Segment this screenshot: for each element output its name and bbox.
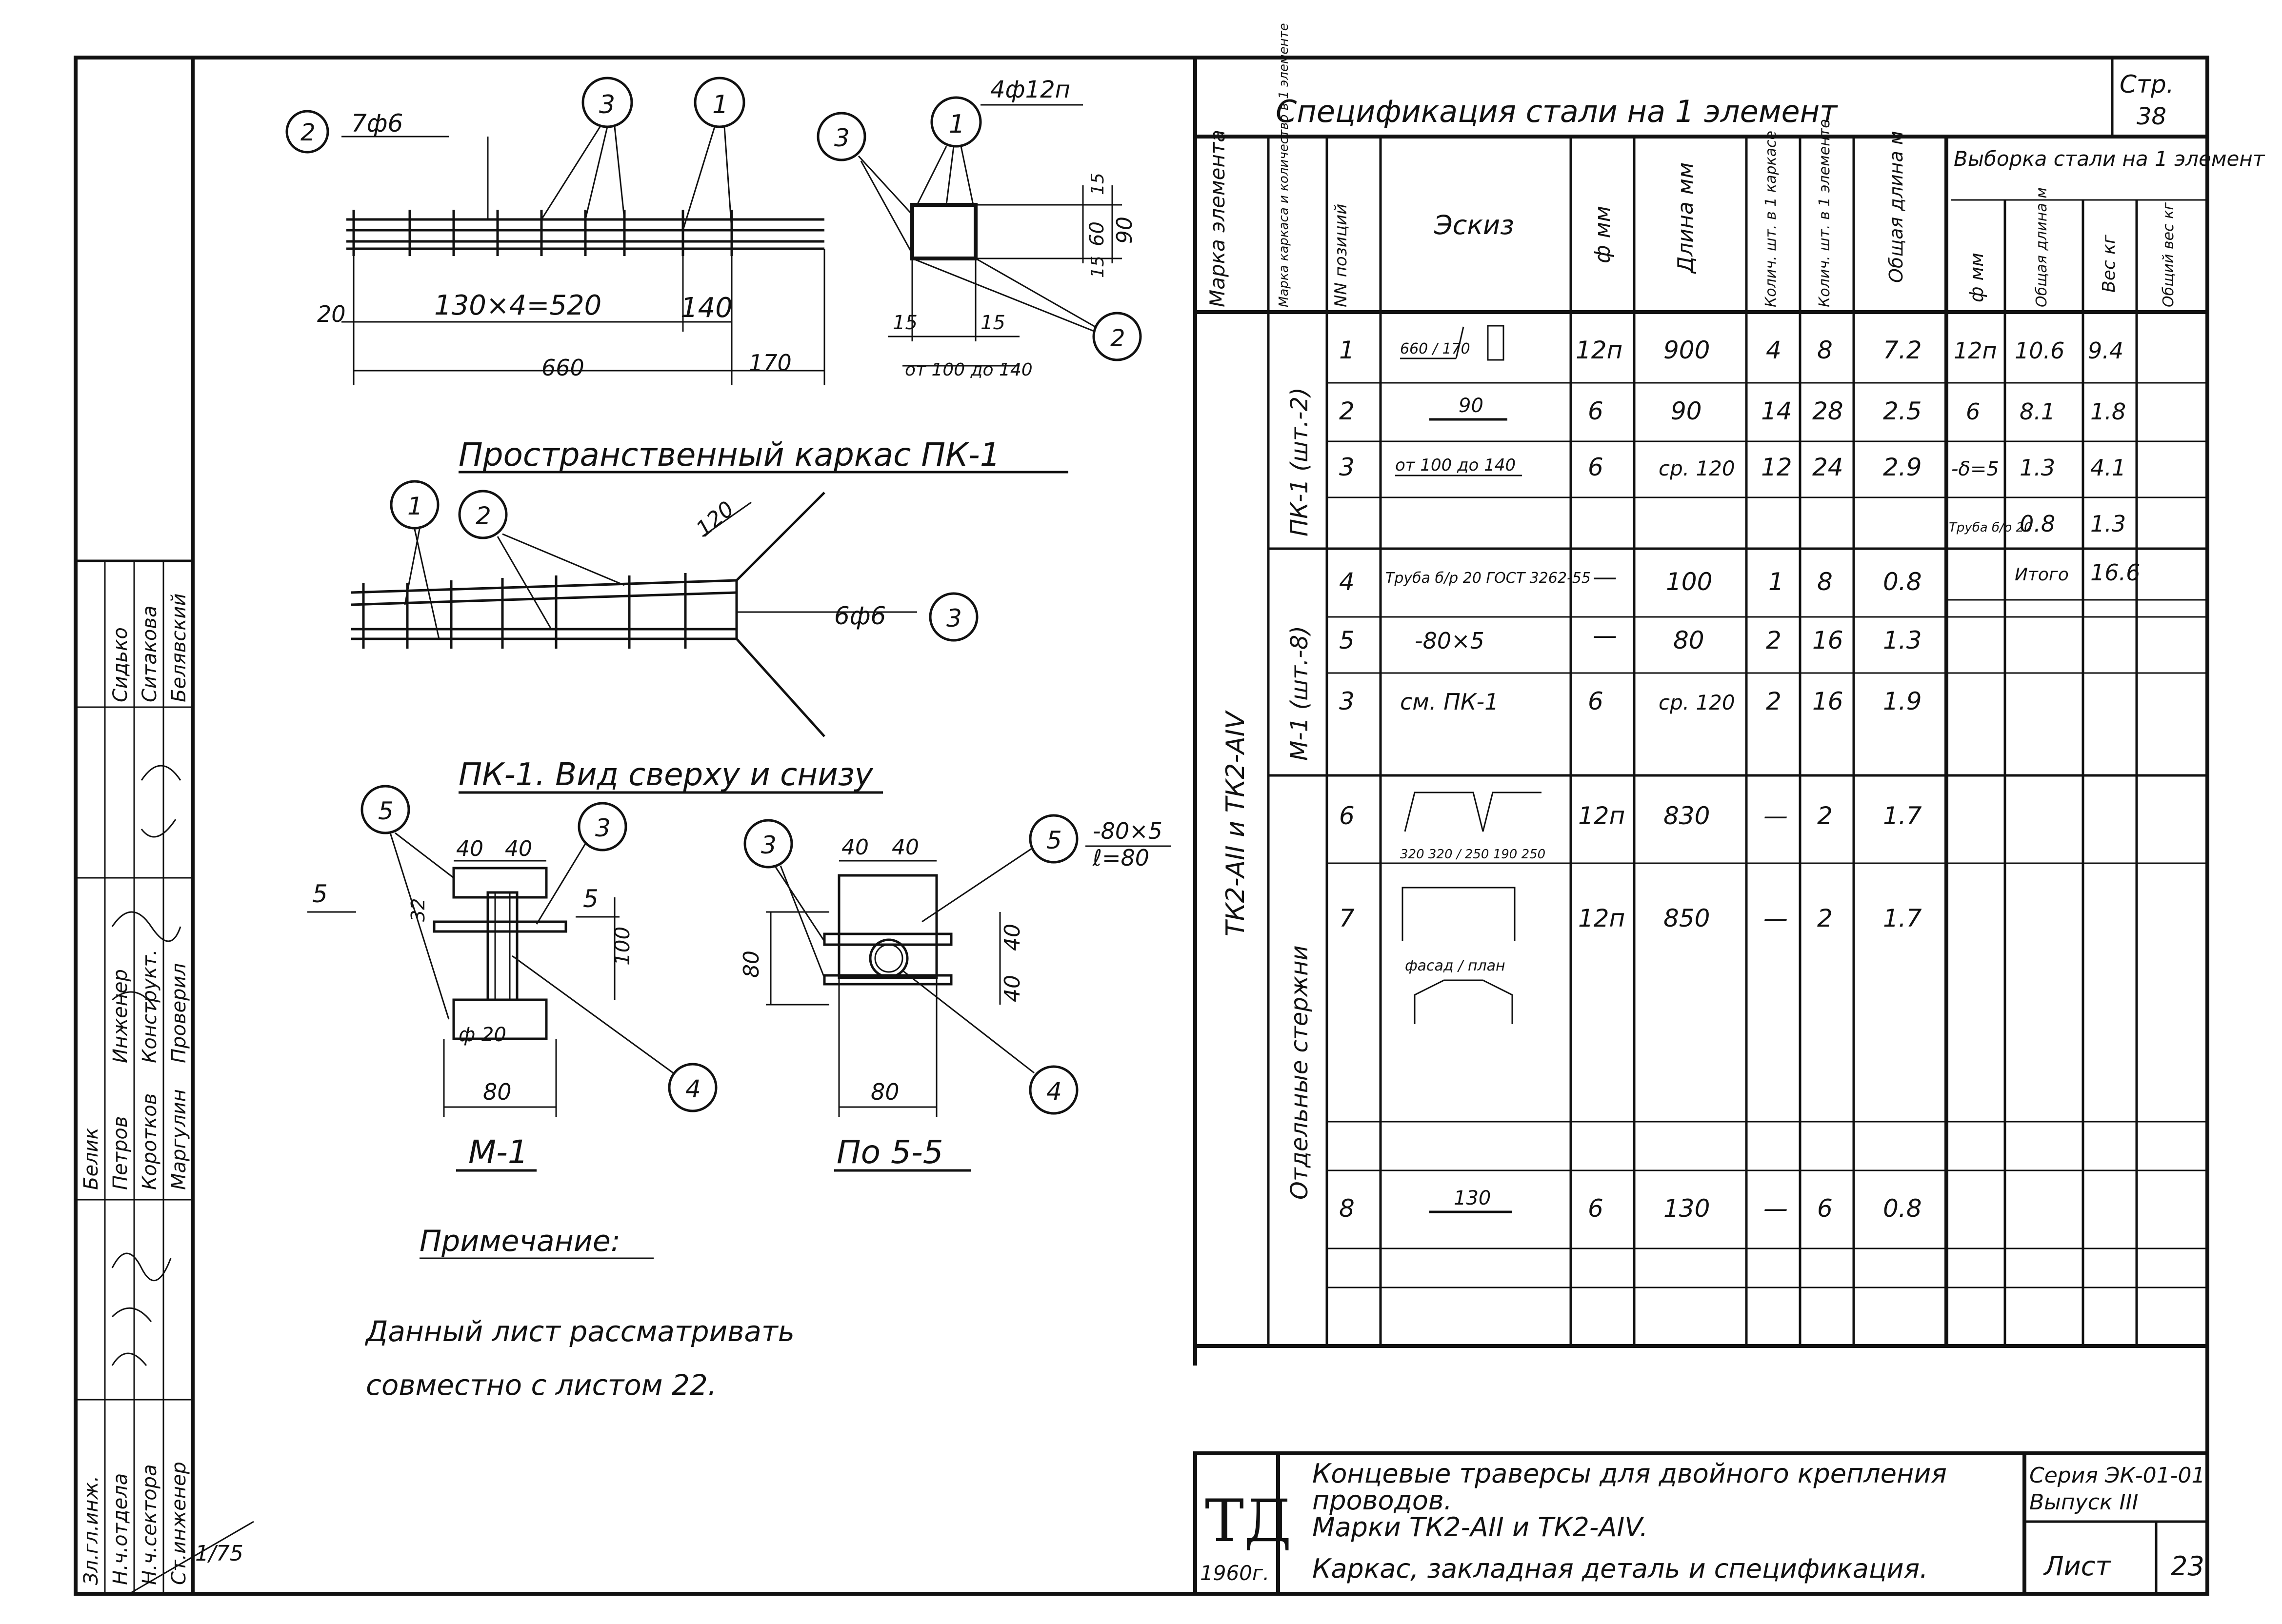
m1-detail (307, 786, 716, 1117)
row8-pos: 7 (1339, 904, 1355, 932)
group-m1: М-1 (шт.-8) (1286, 626, 1313, 761)
pk1-view-title: ПК-1. Вид сверху и снизу (459, 757, 873, 793)
row3-dia: 6 (1588, 453, 1603, 481)
sel2-len: 8.1 (2020, 398, 2056, 425)
dim-15d: 15 (981, 312, 1005, 334)
element-mark: ТК2-АII и ТК2-АIV (1221, 712, 1250, 936)
dim-660: 660 (541, 355, 584, 381)
row9-sketch: 130 (1454, 1187, 1491, 1209)
hdr-qty-elem: Колич. шт. в 1 элементе (1816, 119, 1833, 307)
side-stamp (76, 561, 254, 1594)
dim-15b: 15 (1088, 256, 1108, 278)
callout-1a-num: 1 (712, 90, 729, 119)
dim-s40a: 40 (841, 835, 869, 860)
hdr-dia: ф мм (1590, 206, 1615, 263)
row6-len: ср. 120 (1659, 691, 1735, 714)
side-name2-1: Сидько (109, 627, 132, 702)
row7-sketch: 320 320 / 250 190 250 (1400, 847, 1546, 862)
row1-sketch: 660 / 170 (1400, 340, 1470, 357)
callout-4a-num: 4 (685, 1075, 701, 1103)
section-title: По 5-5 (837, 1133, 943, 1171)
label-5a: 5 (312, 880, 328, 908)
table-row (1339, 687, 1922, 715)
sel3-len: 1.3 (2020, 455, 2056, 481)
stamp-line3: Марки ТК2-АII и ТК2-АIV. (1312, 1512, 1648, 1543)
row8-len: 850 (1663, 904, 1710, 932)
dim-15a: 15 (1088, 173, 1108, 195)
title-block (1195, 1453, 2207, 1594)
plate-len: ℓ=80 (1093, 845, 1150, 871)
row4-qe: 8 (1817, 568, 1833, 596)
dim-100: 100 (610, 926, 634, 966)
sel1-w: 9.4 (2088, 337, 2124, 364)
row4-tl: 0.8 (1883, 568, 1922, 596)
sel1-len: 10.6 (2015, 337, 2065, 364)
row1-qe: 8 (1817, 336, 1833, 364)
row2-qe: 28 (1812, 397, 1843, 425)
callout-3c-num: 3 (946, 604, 962, 633)
dim-40a: 40 (456, 836, 483, 861)
row9-qe: 6 (1817, 1194, 1833, 1223)
row5-qe: 16 (1812, 626, 1843, 654)
dim-60: 60 (1086, 221, 1108, 246)
dim-s40b: 40 (892, 835, 919, 860)
row8-qe: 2 (1817, 904, 1833, 932)
side-name-4: Маргулин (168, 1089, 190, 1190)
row6-tl: 1.9 (1883, 687, 1922, 715)
signatures (112, 766, 180, 1366)
row7-dia: 12п (1578, 802, 1625, 830)
callout-3d-num: 3 (595, 814, 611, 842)
label-6f6: 6ф6 (834, 602, 886, 630)
callout-4b-num: 4 (1046, 1077, 1062, 1106)
side-name-1: Белик (80, 1128, 102, 1190)
dim-15c: 15 (893, 312, 918, 334)
section-5-5 (739, 815, 1171, 1117)
note-text-1: Данный лист рассматривать (366, 1315, 795, 1348)
dim-s40c: 40 (1000, 924, 1025, 951)
pipe-dim: ф 20 (459, 1024, 506, 1046)
row5-pos: 5 (1339, 626, 1355, 654)
label-7f6: 7ф6 (351, 109, 403, 138)
row1-qf: 4 (1766, 336, 1782, 364)
table-row (1339, 792, 1922, 862)
pk1-title: Пространственный каркас ПК-1 (459, 436, 1001, 474)
dim-32: 32 (407, 898, 429, 922)
sel3-w: 4.1 (2090, 455, 2126, 481)
row6-qe: 16 (1812, 687, 1843, 715)
spec-table (1195, 23, 2265, 1346)
callout-3e-num: 3 (761, 831, 777, 859)
row8-qf: — (1763, 904, 1788, 932)
row6-pos: 3 (1339, 687, 1355, 715)
row8-sketch: фасад / план (1405, 957, 1505, 974)
row4-sketch: Труба б/р 20 ГОСТ 3262-55 (1385, 570, 1591, 587)
row8-dia: 12п (1578, 904, 1625, 932)
row3-len: ср. 120 (1659, 456, 1735, 480)
callout-3b-num: 3 (834, 124, 850, 152)
stamp-sheet-num: 23 (2171, 1551, 2204, 1582)
callout-2b-num: 2 (1110, 325, 1125, 352)
row3-sketch: от 100 до 140 (1395, 456, 1516, 475)
row3-pos: 3 (1339, 453, 1355, 481)
dim-s80: 80 (739, 951, 764, 978)
sel4-dia: Труба б/р 20 (1949, 520, 2032, 535)
side-role2-3: Проверил (168, 963, 190, 1063)
stamp-year: 1960г. (1200, 1561, 1270, 1585)
hdr-frame-mark: Марка каркаса и количество в 1 элементе (1277, 23, 1291, 307)
side-name2-3: Белявский (168, 593, 190, 702)
hdr-sketch: Эскиз (1434, 210, 1514, 240)
table-row (1339, 888, 1922, 1024)
row4-dia: — (1593, 563, 1617, 591)
dim-s80b: 80 (871, 1079, 900, 1105)
side-role-2: Н.ч.отдела (109, 1473, 132, 1585)
stamp-series: Серия ЭК-01-01 (2029, 1463, 2205, 1488)
row8-tl: 1.7 (1883, 904, 1922, 932)
callout-1c-num: 1 (407, 492, 423, 520)
table-row (1339, 453, 2126, 481)
sel3-dia: -δ=5 (1951, 458, 1999, 480)
hdr-total-len: Общая длина м (1885, 131, 1907, 283)
row5-qf: 2 (1766, 626, 1782, 654)
hdr-qty-frame: Колич. шт. в 1 каркасе (1762, 131, 1780, 307)
row4-pos: 4 (1339, 568, 1355, 596)
dim-range: от 100 до 140 (905, 360, 1033, 380)
row5-sketch: -80×5 (1415, 628, 1484, 654)
dim-90: 90 (1112, 217, 1137, 244)
sel1-dia: 12п (1954, 337, 1997, 364)
side-name-3: Коротков (139, 1093, 161, 1190)
side-role-4: Ст.инженер (168, 1462, 190, 1585)
row2-tl: 2.5 (1883, 397, 1922, 425)
dim-170: 170 (749, 350, 792, 376)
sel-total-label: Итого (2015, 565, 2069, 585)
row1-pos: 1 (1339, 336, 1355, 364)
stamp-line4: Каркас, закладная деталь и спецификация. (1312, 1553, 1928, 1584)
handwritten-ref: 1/75 (195, 1541, 243, 1566)
side-role-3: Н.ч.сектора (139, 1464, 161, 1585)
stamp-sheet-label: Лист (2044, 1551, 2111, 1582)
callout-3a-num: 3 (599, 90, 616, 119)
sel4-len: 0.8 (2020, 511, 2056, 537)
dim-spacing: 130×4=520 (434, 290, 602, 321)
row5-dia: — (1593, 621, 1617, 650)
callout-5b-num: 5 (1046, 826, 1062, 854)
dim-140: 140 (681, 292, 733, 324)
stamp-line2: проводов. (1312, 1485, 1452, 1516)
callout-2c-num: 2 (476, 502, 491, 530)
dim-120: 120 (691, 496, 739, 542)
hdr-sel-weight: Вес кг (2099, 235, 2119, 293)
note-title: Примечание: (420, 1224, 621, 1258)
hdr-sel-dia: ф мм (1966, 253, 1987, 302)
row7-qf: — (1763, 802, 1788, 830)
sel-total-value: 16.6 (2090, 559, 2141, 586)
sel2-w: 1.8 (2090, 398, 2126, 425)
row3-tl: 2.9 (1883, 453, 1922, 481)
row6-qf: 2 (1766, 687, 1782, 715)
row6-dia: 6 (1588, 687, 1603, 715)
hdr-selection: Выборка стали на 1 элемент (1954, 147, 2265, 171)
dim-m1-80: 80 (483, 1079, 512, 1105)
row1-dia: 12п (1576, 336, 1623, 364)
spec-title: Спецификация стали на 1 элемент (1276, 94, 1838, 129)
table-row (1339, 395, 2126, 425)
table-row (1339, 621, 1922, 654)
row1-tl: 7.2 (1883, 336, 1922, 364)
row9-tl: 0.8 (1883, 1194, 1922, 1223)
row7-tl: 1.7 (1883, 802, 1922, 830)
plate-dim: -80×5 (1093, 818, 1162, 844)
label-5b: 5 (583, 885, 599, 913)
row3-qe: 24 (1812, 453, 1843, 481)
row7-qe: 2 (1817, 802, 1833, 830)
row3-qf: 12 (1761, 453, 1792, 481)
row2-len: 90 (1671, 397, 1702, 425)
row7-len: 830 (1663, 802, 1710, 830)
row9-len: 130 (1663, 1194, 1710, 1223)
label-4f12p: 4ф12п (990, 76, 1071, 103)
pk1-elevation (287, 78, 824, 385)
side-role2-2: Конструкт. (139, 949, 161, 1063)
sel2-dia: 6 (1966, 398, 1981, 425)
dim-40b: 40 (505, 836, 532, 861)
page-number: 38 (2137, 103, 2167, 130)
hdr-sel-len: Общая длина м (2033, 187, 2050, 307)
row6-sketch: см. ПК-1 (1400, 689, 1499, 715)
dim-s40d: 40 (1000, 975, 1025, 1002)
row2-sketch: 90 (1459, 395, 1483, 417)
side-role-1: Зл.гл.инж. (80, 1475, 102, 1585)
row1-len: 900 (1663, 336, 1710, 364)
hdr-sel-total: Общий вес кг (2160, 202, 2177, 307)
hdr-length: Длина мм (1673, 162, 1698, 273)
hdr-pos: NN позиций (1331, 203, 1351, 307)
row5-len: 80 (1673, 626, 1704, 654)
row9-dia: 6 (1588, 1194, 1603, 1223)
row4-len: 100 (1666, 568, 1713, 596)
row9-pos: 8 (1339, 1194, 1355, 1223)
row2-pos: 2 (1339, 397, 1355, 425)
side-name-2: Петров (109, 1116, 132, 1190)
hdr-mark: Марка элемента (1205, 129, 1229, 307)
group-pk1: ПК-1 (шт.-2) (1286, 387, 1313, 536)
side-name2-2: Ситакова (139, 605, 161, 702)
callout-2a-num: 2 (300, 119, 316, 146)
callout-1b-num: 1 (949, 110, 965, 139)
sel4-w: 1.3 (2090, 511, 2126, 537)
pk1-top-view (351, 481, 977, 736)
group-separate: Отдельные стержни (1286, 945, 1313, 1200)
callout-5a-num: 5 (378, 797, 394, 825)
row2-qf: 14 (1761, 397, 1792, 425)
table-row (1339, 559, 2140, 596)
side-role2-1: Инженер (109, 969, 132, 1063)
note-text-2: совместно с листом 22. (366, 1368, 717, 1402)
m1-title: М-1 (468, 1133, 528, 1171)
row4-qf: 1 (1768, 568, 1784, 596)
pk1-cross-section (818, 76, 1141, 380)
row2-dia: 6 (1588, 397, 1603, 425)
row9-qf: — (1763, 1194, 1788, 1223)
table-row (1339, 1187, 1922, 1223)
stamp-line1: Концевые траверсы для двойного крепления (1312, 1458, 1947, 1489)
stamp-issue: Выпуск III (2029, 1490, 2139, 1515)
row7-pos: 6 (1339, 802, 1355, 830)
dim-20: 20 (317, 301, 346, 327)
row5-tl: 1.3 (1883, 626, 1922, 654)
td-logo: ТД (1205, 1487, 1292, 1555)
page-label: Стр. (2120, 70, 2174, 99)
